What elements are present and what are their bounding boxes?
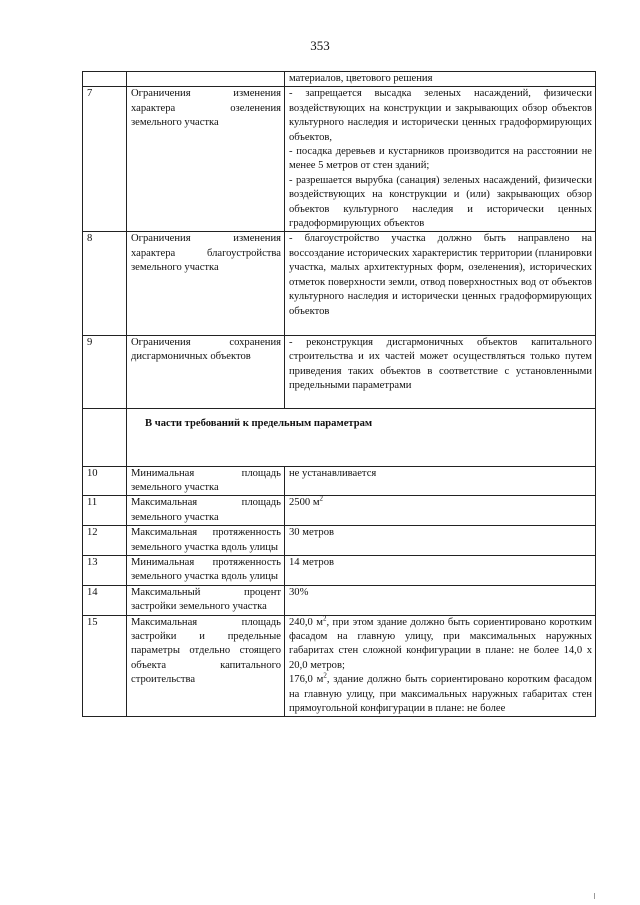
value-line: материалов, цветового решения bbox=[289, 73, 433, 84]
row-number bbox=[83, 72, 127, 87]
row-value bbox=[285, 232, 596, 335]
row-number: 9 bbox=[83, 335, 127, 408]
row-name: Максимальная протяженность земельного участка вдоль улицы bbox=[127, 526, 285, 556]
value-text: , при этом здание должно быть сориентировано коротким фасадом на главную улицу, при максимальных наружных габаритах стен сложной конфигурации в плане: не более 14,0 х 20,0 метров; bbox=[289, 616, 592, 671]
row-value: 30% bbox=[285, 585, 596, 615]
table-row bbox=[83, 496, 596, 526]
table-row bbox=[83, 335, 596, 408]
scan-mark bbox=[594, 893, 595, 899]
table-row bbox=[83, 232, 596, 335]
row-value bbox=[285, 496, 596, 526]
section-header-row bbox=[83, 408, 596, 466]
row-value: 14 метров bbox=[285, 555, 596, 585]
row-number: 12 bbox=[83, 526, 127, 556]
row-number: 14 bbox=[83, 585, 127, 615]
table-row bbox=[83, 526, 596, 556]
row-number: 7 bbox=[83, 87, 127, 232]
row-name: Ограничения изменения характера озеленения земельного участка bbox=[127, 87, 285, 232]
table-row bbox=[83, 87, 596, 232]
superscript: 2 bbox=[319, 494, 324, 503]
superscript: 2 bbox=[323, 671, 327, 680]
row-value bbox=[285, 87, 596, 232]
row-value bbox=[285, 615, 596, 717]
table-row bbox=[83, 585, 596, 615]
value-paragraph bbox=[289, 616, 592, 674]
row-number: 13 bbox=[83, 555, 127, 585]
value-line: - реконструкция дисгармоничных объектов капитального строительства и их частей может осуществляться только путем приведения таких объектов в соответствие с установленными предельными параметрами bbox=[289, 336, 592, 392]
value-paragraph bbox=[289, 673, 592, 716]
row-value: 30 метров bbox=[285, 526, 596, 556]
value-line: - запрещается высадка зеленых насаждений, физически воздействующих на конструкции и закрывающих обзор объектов культурного наследия и исторически ценных градоформирующих объектов, bbox=[289, 88, 592, 143]
value-line: - посадка деревьев и кустарников производится на расстоянии не менее 5 метров от стен зданий; bbox=[289, 146, 592, 172]
row-value: не устанавливается bbox=[285, 466, 596, 496]
row-name: Минимальная площадь земельного участка bbox=[127, 466, 285, 496]
page-number: 353 bbox=[310, 38, 330, 53]
row-number: 15 bbox=[83, 615, 127, 717]
value-line: - благоустройство участка должно быть направлено на воссоздание исторических характеристик территории (планировки участка, малых архитектурных форм, озеленения), исторических отметок поверхности земли, отвод поверхностных вод от объектов культурного наследия и исторически ценных градоформирующих объектов bbox=[289, 233, 592, 317]
row-name bbox=[127, 72, 285, 87]
table-row bbox=[83, 555, 596, 585]
row-name: Максимальная площадь застройки и предельные параметры отдельно стоящего объекта капитального строительства bbox=[127, 615, 285, 717]
value-line: - разрешается вырубка (санация) зеленых насаждений, физически воздействующих на конструкции и (или) закрывающих обзор объектов культурного наследия и исторически ценных градоформирующих объектов bbox=[289, 174, 592, 230]
row-value bbox=[285, 335, 596, 408]
table-row bbox=[83, 615, 596, 717]
row-name: Ограничения изменения характера благоустройства земельного участка bbox=[127, 232, 285, 335]
row-name: Максимальная площадь земельного участка bbox=[127, 496, 285, 526]
row-name: Максимальный процент застройки земельного участка bbox=[127, 585, 285, 615]
value-text: 176,0 м bbox=[289, 674, 324, 686]
row-number: 8 bbox=[83, 232, 127, 335]
value-text: 2500 м bbox=[289, 497, 320, 509]
row-number: 11 bbox=[83, 496, 127, 526]
superscript: 2 bbox=[322, 614, 327, 623]
row-name: Минимальная протяженность земельного участка вдоль улицы bbox=[127, 555, 285, 585]
value-text: 240,0 м bbox=[289, 616, 323, 628]
value-text: , здание должно быть сориентировано коротким фасадом на главную улицу, при максимальных наружных габаритах стен прямоугольной конфигурации в плане: не более bbox=[289, 674, 592, 715]
table-row bbox=[83, 466, 596, 496]
row-number: 10 bbox=[83, 466, 127, 496]
row-value bbox=[285, 72, 596, 87]
table-row bbox=[83, 72, 596, 87]
regulations-table bbox=[82, 71, 596, 717]
section-number-cell bbox=[83, 408, 127, 466]
section-title: В части требований к предельным параметрам bbox=[127, 408, 596, 466]
row-name: Ограничения сохранения дисгармоничных объектов bbox=[127, 335, 285, 408]
